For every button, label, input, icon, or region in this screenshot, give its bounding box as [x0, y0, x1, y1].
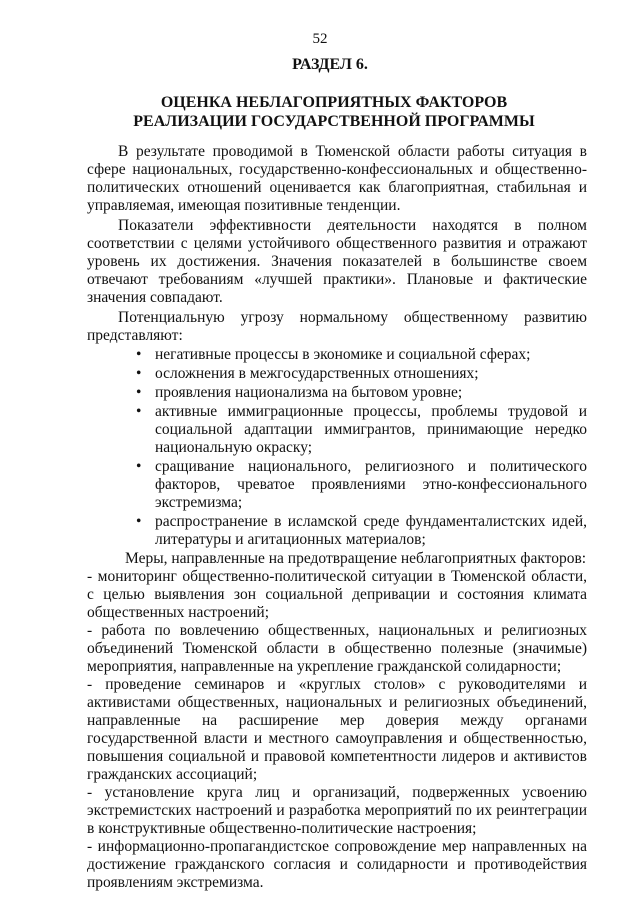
- measure-item: - работа по вовлечению общественных, национальных и религиозных объединений Тюменской области в общественно полезные (значимые) мероприятия, направленные на укрепление гражданской солидарности;: [87, 622, 587, 675]
- heading-line-2: РЕАЛИЗАЦИИ ГОСУДАРСТВЕННОЙ ПРОГРАММЫ: [133, 113, 535, 130]
- list-item: • негативные процессы в экономике и социальной сферах;: [155, 346, 587, 364]
- heading-line-1: ОЦЕНКА НЕБЛАГОПРИЯТНЫХ ФАКТОРОВ: [160, 94, 508, 111]
- section-heading: [0, 93, 640, 131]
- threats-list: [87, 346, 587, 549]
- measure-item: - мониторинг общественно-политической ситуации в Тюменской области, с целью выявления зон социальной депривации и состояния климата общественных настроений;: [87, 568, 587, 621]
- paragraph-situation: В результате проводимой в Тюменской области работы ситуация в сфере национальных, государственно-конфессиональных и общественно-политических отношений оценивается как благоприятная, стабильная и управляемая, имеющая позитивные тенденции.: [87, 143, 587, 214]
- paragraph-measures-intro: Меры, направленные на предотвращение неблагоприятных факторов:: [125, 550, 587, 567]
- measure-item: - информационно-пропагандистское сопровождение мер направленных на достижение гражданского согласия и солидарности и противодействия проявлениям экстремизма.: [87, 838, 587, 891]
- list-item: • проявления национализма на бытовом уровне;: [155, 384, 587, 402]
- section-title: РАЗДЕЛ 6.: [292, 56, 368, 73]
- page-number: 52: [312, 31, 328, 47]
- list-item: • активные иммиграционные процессы, проблемы трудовой и социальной адаптации иммигрантов, принимающие нередко национальную окраску;: [155, 403, 587, 457]
- document-body: [87, 143, 587, 892]
- list-item: • сращивание национального, религиозного и политического факторов, чреватое проявлениями этно-конфессионального экстремизма;: [155, 458, 587, 512]
- measure-item: - проведение семинаров и «круглых столов» с руководителями и активистами общественных, национальных и религиозных объединений, направленные на расширение мер доверия между органами государственной власти и местного самоуправления и общественностью, повышения социальной и правовой компетентности лидеров и активистов гражданских ассоциаций;: [87, 676, 587, 783]
- list-item: • осложнения в межгосударственных отношениях;: [155, 365, 587, 383]
- paragraph-indicators: Показатели эффективности деятельности находятся в полном соответствии с целями устойчивого общественного развития и отражают уровень их достижения. Значения показателей в большинстве своем отвечают требованиям «лучшей практики». Плановые и фактические значения совпадают.: [87, 217, 587, 306]
- paragraph-threats-intro: Потенциальную угрозу нормальному общественному развитию представляют:: [87, 309, 587, 344]
- measure-item: - установление круга лиц и организаций, подверженных усвоению экстремистских настроений и разработка мероприятий по их реинтеграции в конструктивные общественно-политические настроения;: [87, 784, 587, 837]
- list-item: • распространение в исламской среде фундаменталистских идей, литературы и агитационных материалов;: [155, 513, 587, 549]
